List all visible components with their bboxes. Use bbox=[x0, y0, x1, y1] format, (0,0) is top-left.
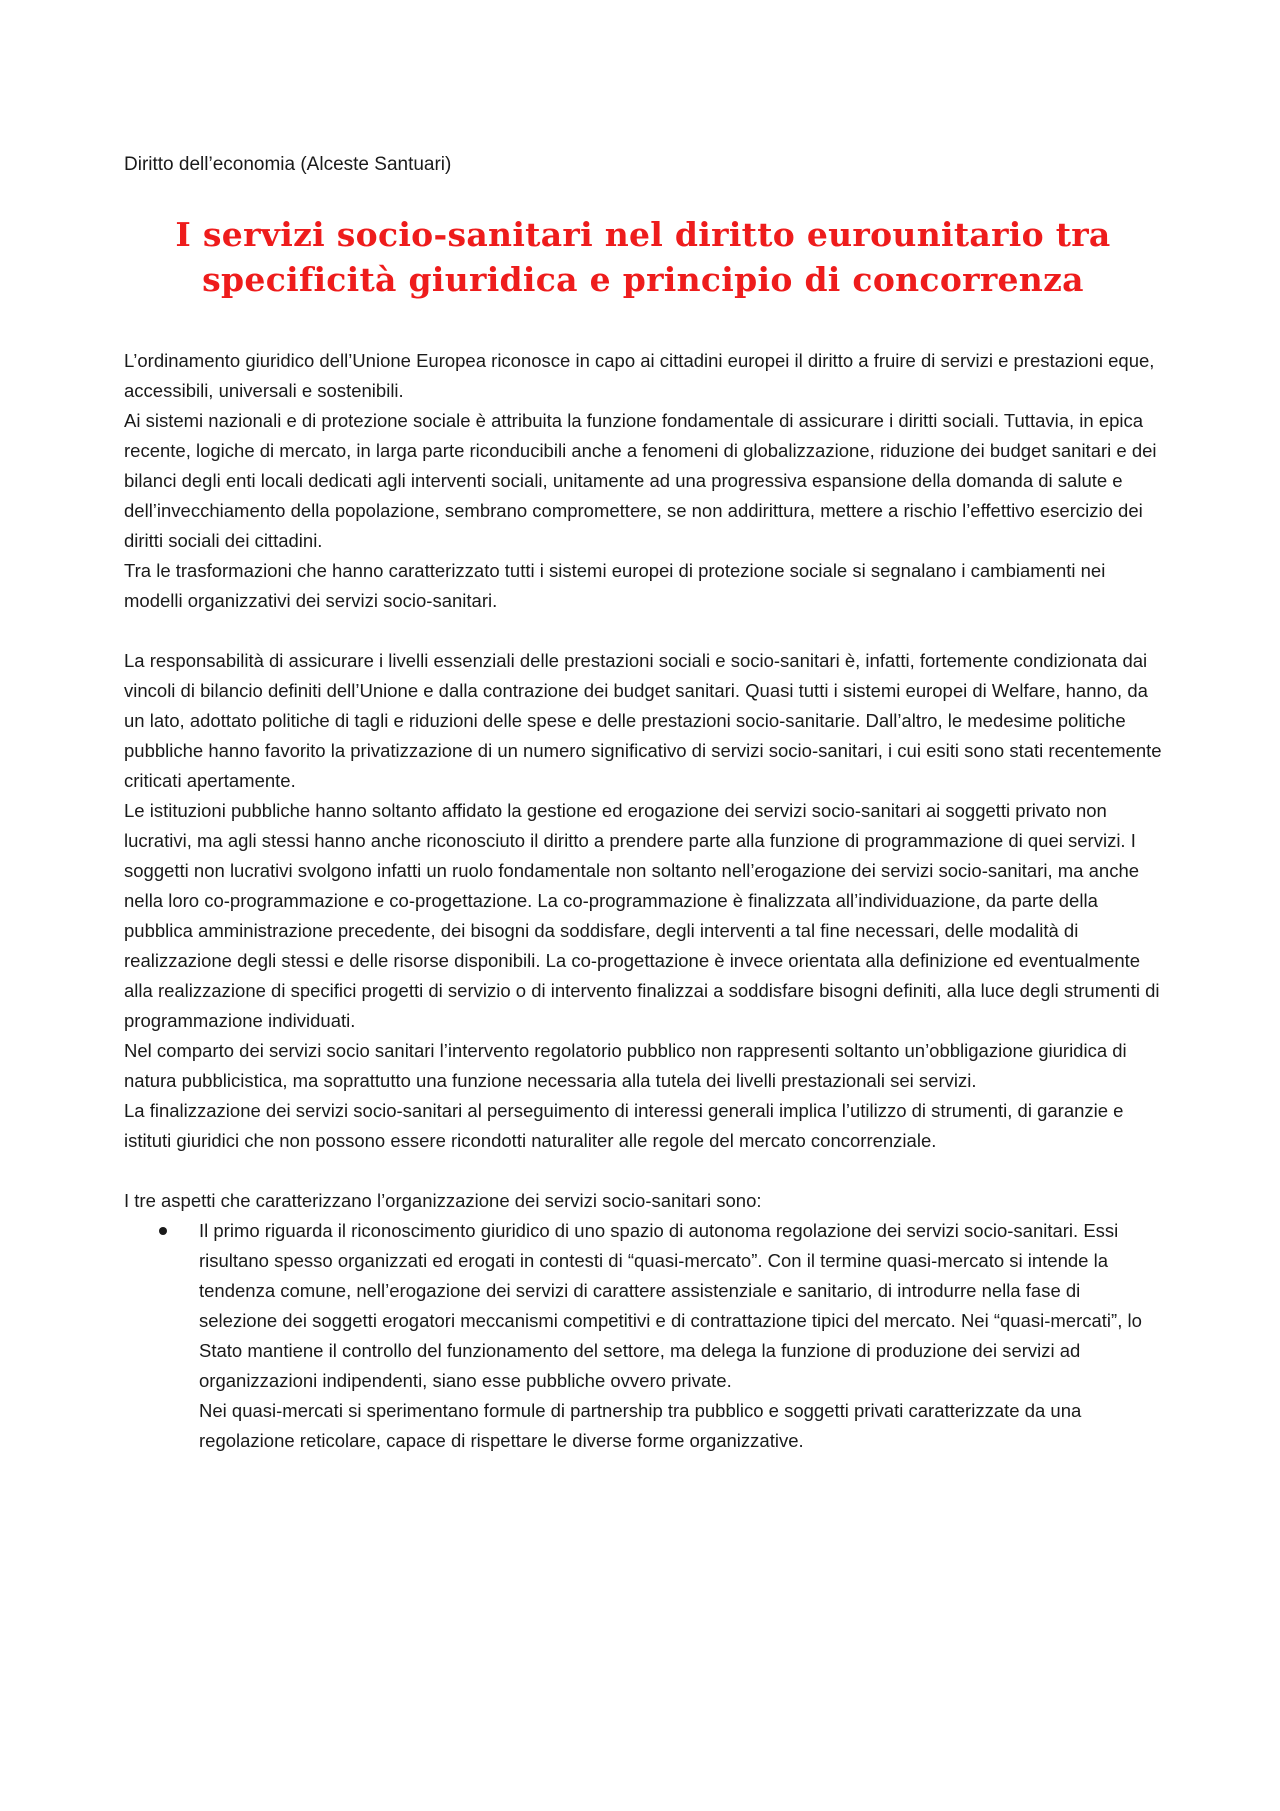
list-item bbox=[199, 1216, 1162, 1456]
list-item-paragraph: Nei quasi-mercati si sperimentano formule di partnership tra pubblico e soggetti privati caratterizzate da una regolazione reticolare, capace di rispettare le diverse forme organizzative. bbox=[199, 1400, 1082, 1451]
title-line-1: I servizi socio-sanitari nel diritto eurounitario tra bbox=[175, 215, 1111, 254]
document-title bbox=[124, 212, 1162, 302]
paragraph: Ai sistemi nazionali e di protezione sociale è attribuita la funzione fondamentale di assicurare i diritti sociali. Tuttavia, in epica recente, logiche di mercato, in larga parte riconducibili anche a fenomeni di globalizzazione, riduzione dei budget sanitari e dei bilanci degli enti locali dedicati agli interventi sociali, unitamente ad una progressiva espansione della domanda di salute e dell’invecchiamento della popolazione, sembrano compromettere, se non addirittura, mettere a rischio l’effettivo esercizio dei diritti sociali dei cittadini. bbox=[124, 410, 1157, 551]
blank-line bbox=[124, 616, 1162, 646]
section-2 bbox=[124, 646, 1162, 1156]
bullet-icon bbox=[159, 1227, 167, 1235]
blank-line bbox=[124, 1156, 1162, 1186]
section-3 bbox=[124, 1186, 1162, 1456]
paragraph: Nel comparto dei servizi socio sanitari l’intervento regolatorio pubblico non rappresenti soltanto un’obbligazione giuridica di natura pubblicistica, ma soprattutto una funzione necessaria alla tutela dei livelli prestazionali sei servizi. bbox=[124, 1040, 1127, 1091]
paragraph: Tra le trasformazioni che hanno caratterizzato tutti i sistemi europei di protezione sociale si segnalano i cambiamenti nei modelli organizzativi dei servizi socio-sanitari. bbox=[124, 560, 1106, 611]
paragraph: La responsabilità di assicurare i livelli essenziali delle prestazioni sociali e socio-sanitari è, infatti, fortemente condizionata dai vincoli di bilancio definiti dell’Unione e dalla contrazione dei budget sanitari. Quasi tutti i sistemi europei di Welfare, hanno, da un lato, adottato politiche di tagli e riduzioni delle spese e delle prestazioni socio-sanitarie. Dall’altro, le medesime politiche pubbliche hanno favorito la privatizzazione di un numero significativo di servizi socio-sanitari, i cui esiti sono stati recentemente criticati apertamente. bbox=[124, 650, 1162, 791]
title-line-2: specificità giuridica e principio di concorrenza bbox=[202, 260, 1084, 299]
paragraph: Le istituzioni pubbliche hanno soltanto affidato la gestione ed erogazione dei servizi socio-sanitari ai soggetti privato non lucrativi, ma agli stessi hanno anche riconosciuto il diritto a prendere parte alla funzione di programmazione di quei servizi. I soggetti non lucrativi svolgono infatti un ruolo fondamentale non soltanto nell’erogazione dei servizi socio-sanitari, ma anche nella loro co-programmazione e co-progettazione. La co-programmazione è finalizzata all’individuazione, da parte della pubblica amministrazione precedente, dei bisogni da soddisfare, degli interventi a tal fine necessari, delle modalità di realizzazione degli stessi e delle risorse disponibili. La co-progettazione è invece orientata alla definizione ed eventualmente alla realizzazione di specifici progetti di servizio o di intervento finalizzai a soddisfare bisogni definiti, alla luce degli strumenti di programmazione individuati. bbox=[124, 800, 1160, 1031]
course-header: Diritto dell’economia (Alceste Santuari) bbox=[124, 154, 452, 175]
list-intro: I tre aspetti che caratterizzano l’organizzazione dei servizi socio-sanitari sono: bbox=[124, 1190, 762, 1211]
paragraph: L’ordinamento giuridico dell’Unione Europea riconosce in capo ai cittadini europei il diritto a fruire di servizi e prestazioni eque, accessibili, universali e sostenibili. bbox=[124, 350, 1155, 401]
paragraph: La finalizzazione dei servizi socio-sanitari al perseguimento di interessi generali implica l’utilizzo di strumenti, di garanzie e istituti giuridici che non possono essere ricondotti naturaliter alle regole del mercato concorrenziale. bbox=[124, 1100, 1124, 1151]
section-1 bbox=[124, 346, 1162, 616]
list-item-paragraph: Il primo riguarda il riconoscimento giuridico di uno spazio di autonoma regolazione dei servizi socio-sanitari. Essi risultano spesso organizzati ed erogati in contesti di “quasi-mercato”. Con il termine quasi-mercato si intende la tendenza comune, nell’erogazione dei servizi di carattere assistenziale e sanitario, di introdurre nella fase di selezione dei soggetti erogatori meccanismi competitivi e di contrattazione tipici del mercato. Nei “quasi-mercati”, lo Stato mantiene il controllo del funzionamento del settore, ma delega la funzione di produzione dei servizi ad organizzazioni indipendenti, siano esse pubbliche ovvero private. bbox=[199, 1220, 1142, 1391]
bullet-list bbox=[124, 1216, 1162, 1456]
